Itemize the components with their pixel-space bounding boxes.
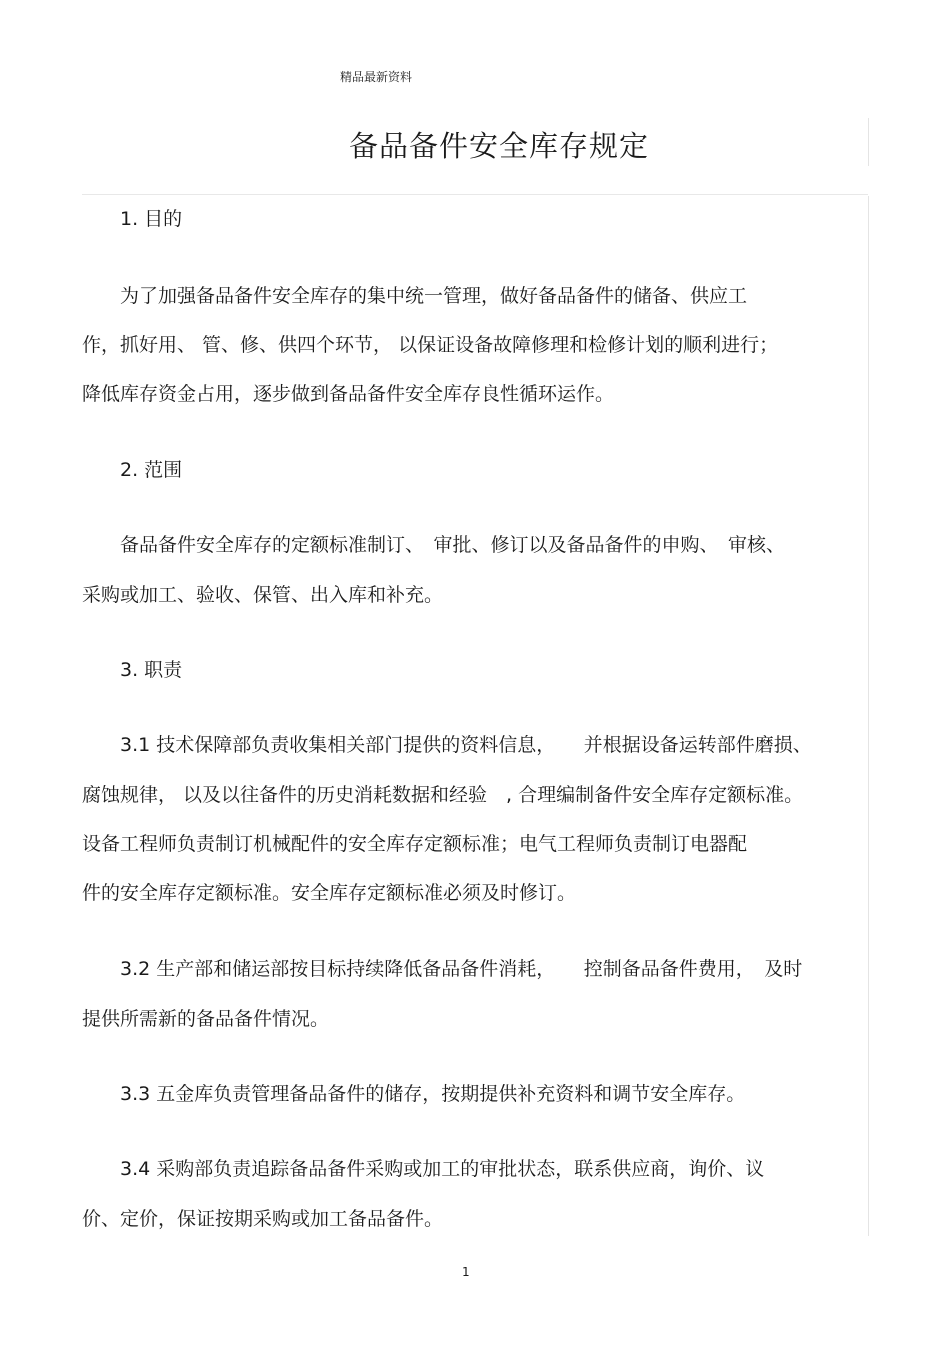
resp-3-2-line-1: 3.2 生产部和储运部按目标持续降低备品备件消耗， 控制备品备件费用， 及时 — [120, 958, 803, 980]
section-heading-responsibilities: 3. 职责 — [120, 659, 183, 681]
header-note: 精品最新资料 — [340, 70, 413, 84]
resp-3-1-line-4: 件的安全库存定额标准。安全库存定额标准必须及时修订。 — [82, 882, 577, 904]
resp-3-4-line-2: 价、定价，保证按期采购或加工备品备件。 — [82, 1208, 444, 1230]
resp-3-1-line-1: 3.1 技术保障部负责收集相关部门提供的资料信息， 并根据设备运转部件磨损、 — [120, 734, 812, 756]
resp-3-1-line-2: 腐蚀规律， 以及以往备件的历史消耗数据和经验 , 合理编制备件安全库存定额标准。 — [82, 784, 804, 806]
purpose-line-2: 作，抓好用、 管、修、供四个环节， 以保证设备故障修理和检修计划的顺利进行； — [82, 334, 779, 356]
document-title: 备品备件安全库存规定 — [349, 129, 650, 163]
scope-line-2: 采购或加工、验收、保管、出入库和补充。 — [82, 584, 444, 606]
resp-3-3-line-1: 3.3 五金库负责管理备品备件的储存，按期提供补充资料和调节安全库存。 — [120, 1083, 746, 1105]
resp-3-4-line-1: 3.4 采购部负责追踪备品备件采购或加工的审批状态，联系供应商，询价、议 — [120, 1158, 765, 1180]
section-heading-purpose: 1. 目的 — [120, 208, 183, 230]
resp-3-1-line-3: 设备工程师负责制订机械配件的安全库存定额标准；电气工程师负责制订电器配 — [82, 833, 748, 855]
section-heading-scope: 2. 范围 — [120, 459, 183, 481]
purpose-line-3: 降低库存资金占用，逐步做到备品备件安全库存良性循环运作。 — [82, 383, 615, 405]
frame-right-rule-upper — [868, 118, 869, 166]
frame-right-rule-lower — [868, 196, 869, 1236]
purpose-line-1: 为了加强备品备件安全库存的集中统一管理，做好备品备件的储备、供应工 — [120, 285, 748, 307]
scope-line-1: 备品备件安全库存的定额标准制订、 审批、修订以及备品备件的申购、 审核、 — [120, 534, 786, 556]
resp-3-2-line-2: 提供所需新的备品备件情况。 — [82, 1008, 330, 1030]
page-number: 1 — [462, 1265, 470, 1279]
frame-top-rule — [82, 194, 868, 195]
